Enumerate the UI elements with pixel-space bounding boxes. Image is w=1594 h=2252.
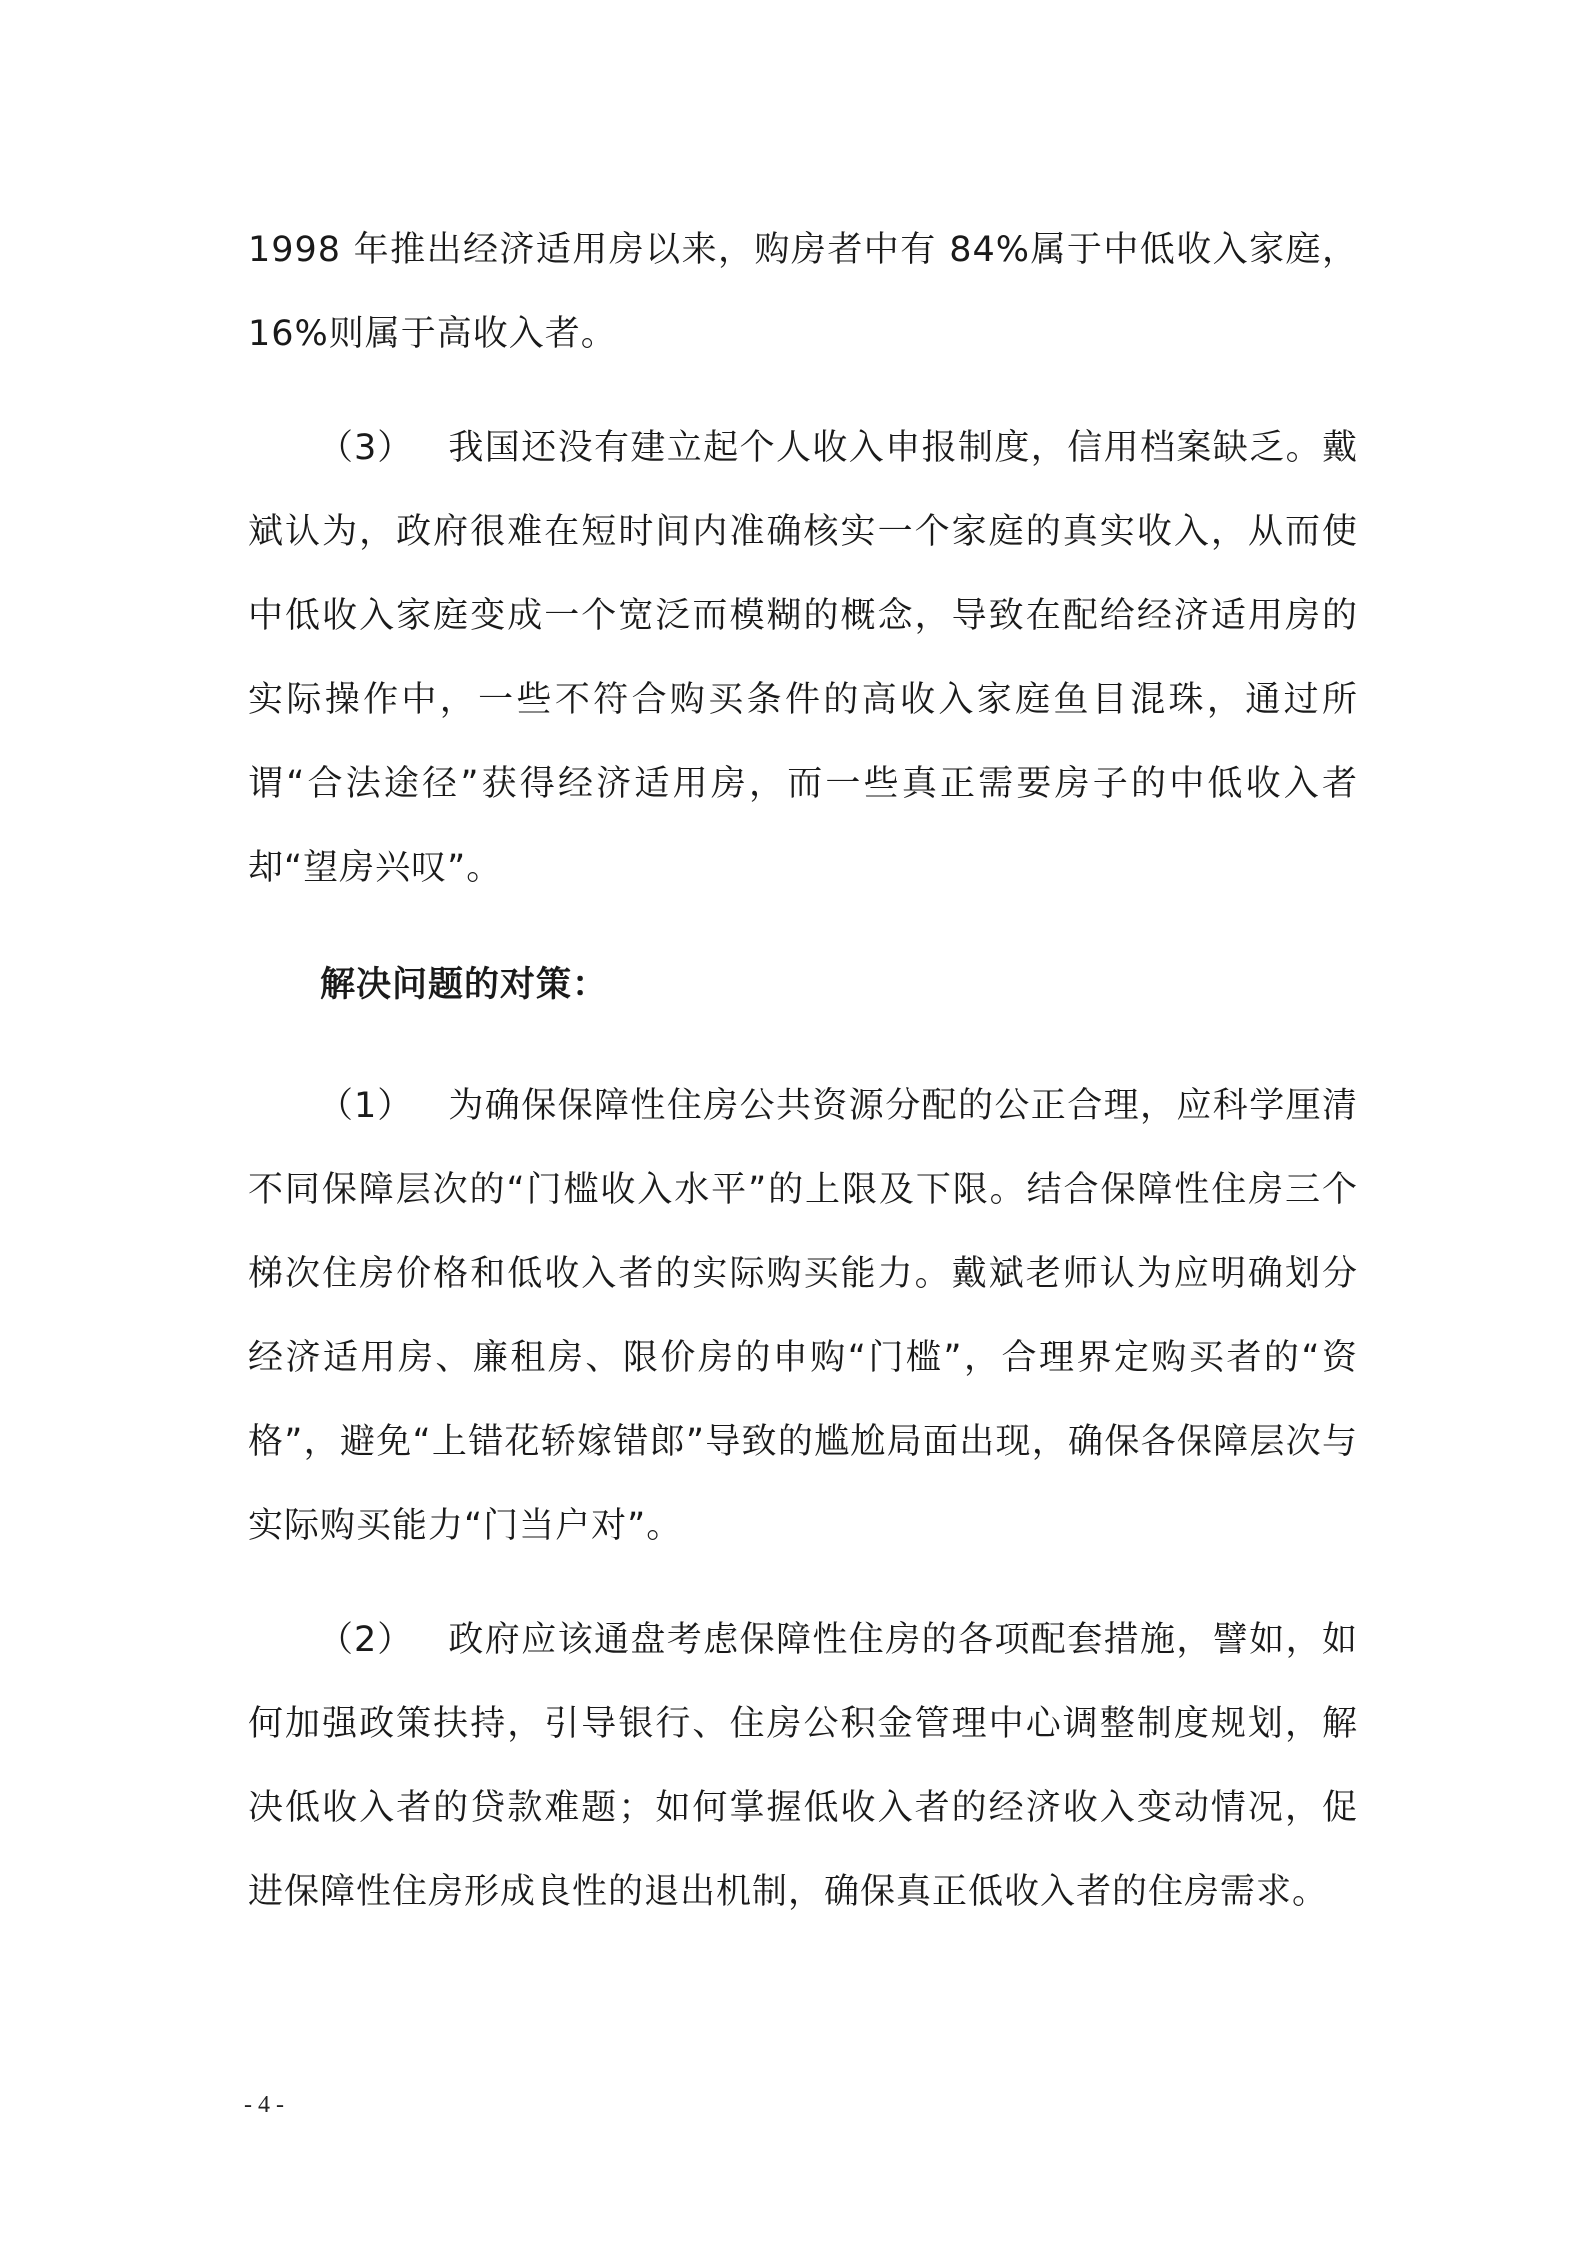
paragraph-continuation: 1998 年推出经济适用房以来，购房者中有 84%属于中低收入家庭，16%则属于高收入者。: [248, 230, 1358, 354]
solution-item-2: [248, 1598, 1358, 1934]
problem-item-3-text: 我国还没有建立起个人收入申报制度，信用档案缺乏。戴斌认为，政府很难在短时间内准确核实一个家庭的真实收入，从而使中低收入家庭变成一个宽泛而模糊的概念，导致在配给经济适用房的实际操作中，一些不符合购买条件的高收入家庭鱼目混珠，通过所谓“合法途径”获得经济适用房，而一些真正需要房子的中低收入者却“望房兴叹”。: [248, 428, 1358, 888]
solution-item-1-text: 为确保保障性住房公共资源分配的公正合理，应科学厘清不同保障层次的“门槛收入水平”的上限及下限。结合保障性住房三个梯次住房价格和低收入者的实际购买能力。戴斌老师认为应明确划分经济适用房、廉租房、限价房的申购“门槛”，合理界定购买者的“资格”，避免“上错花轿嫁错郎”导致的尴尬局面出现，确保各保障层次与实际购买能力“门当户对”。: [248, 1086, 1358, 1546]
problem-item-3: [248, 406, 1358, 910]
solution-item-1: [248, 1064, 1358, 1568]
problem-item-3-number: （3）: [318, 428, 414, 468]
solution-item-1-number: （1）: [318, 1086, 414, 1126]
solution-item-2-number: （2）: [318, 1620, 414, 1660]
solution-item-2-text: 政府应该通盘考虑保障性住房的各项配套措施，譬如，如何加强政策扶持，引导银行、住房公积金管理中心调整制度规划，解决低收入者的贷款难题；如何掌握低收入者的经济收入变动情况，促进保障性住房形成良性的退出机制，确保真正低收入者的住房需求。: [248, 1620, 1358, 1912]
solutions-heading: 解决问题的对策：: [320, 965, 609, 1005]
page-number: - 4 -: [244, 2092, 284, 2118]
